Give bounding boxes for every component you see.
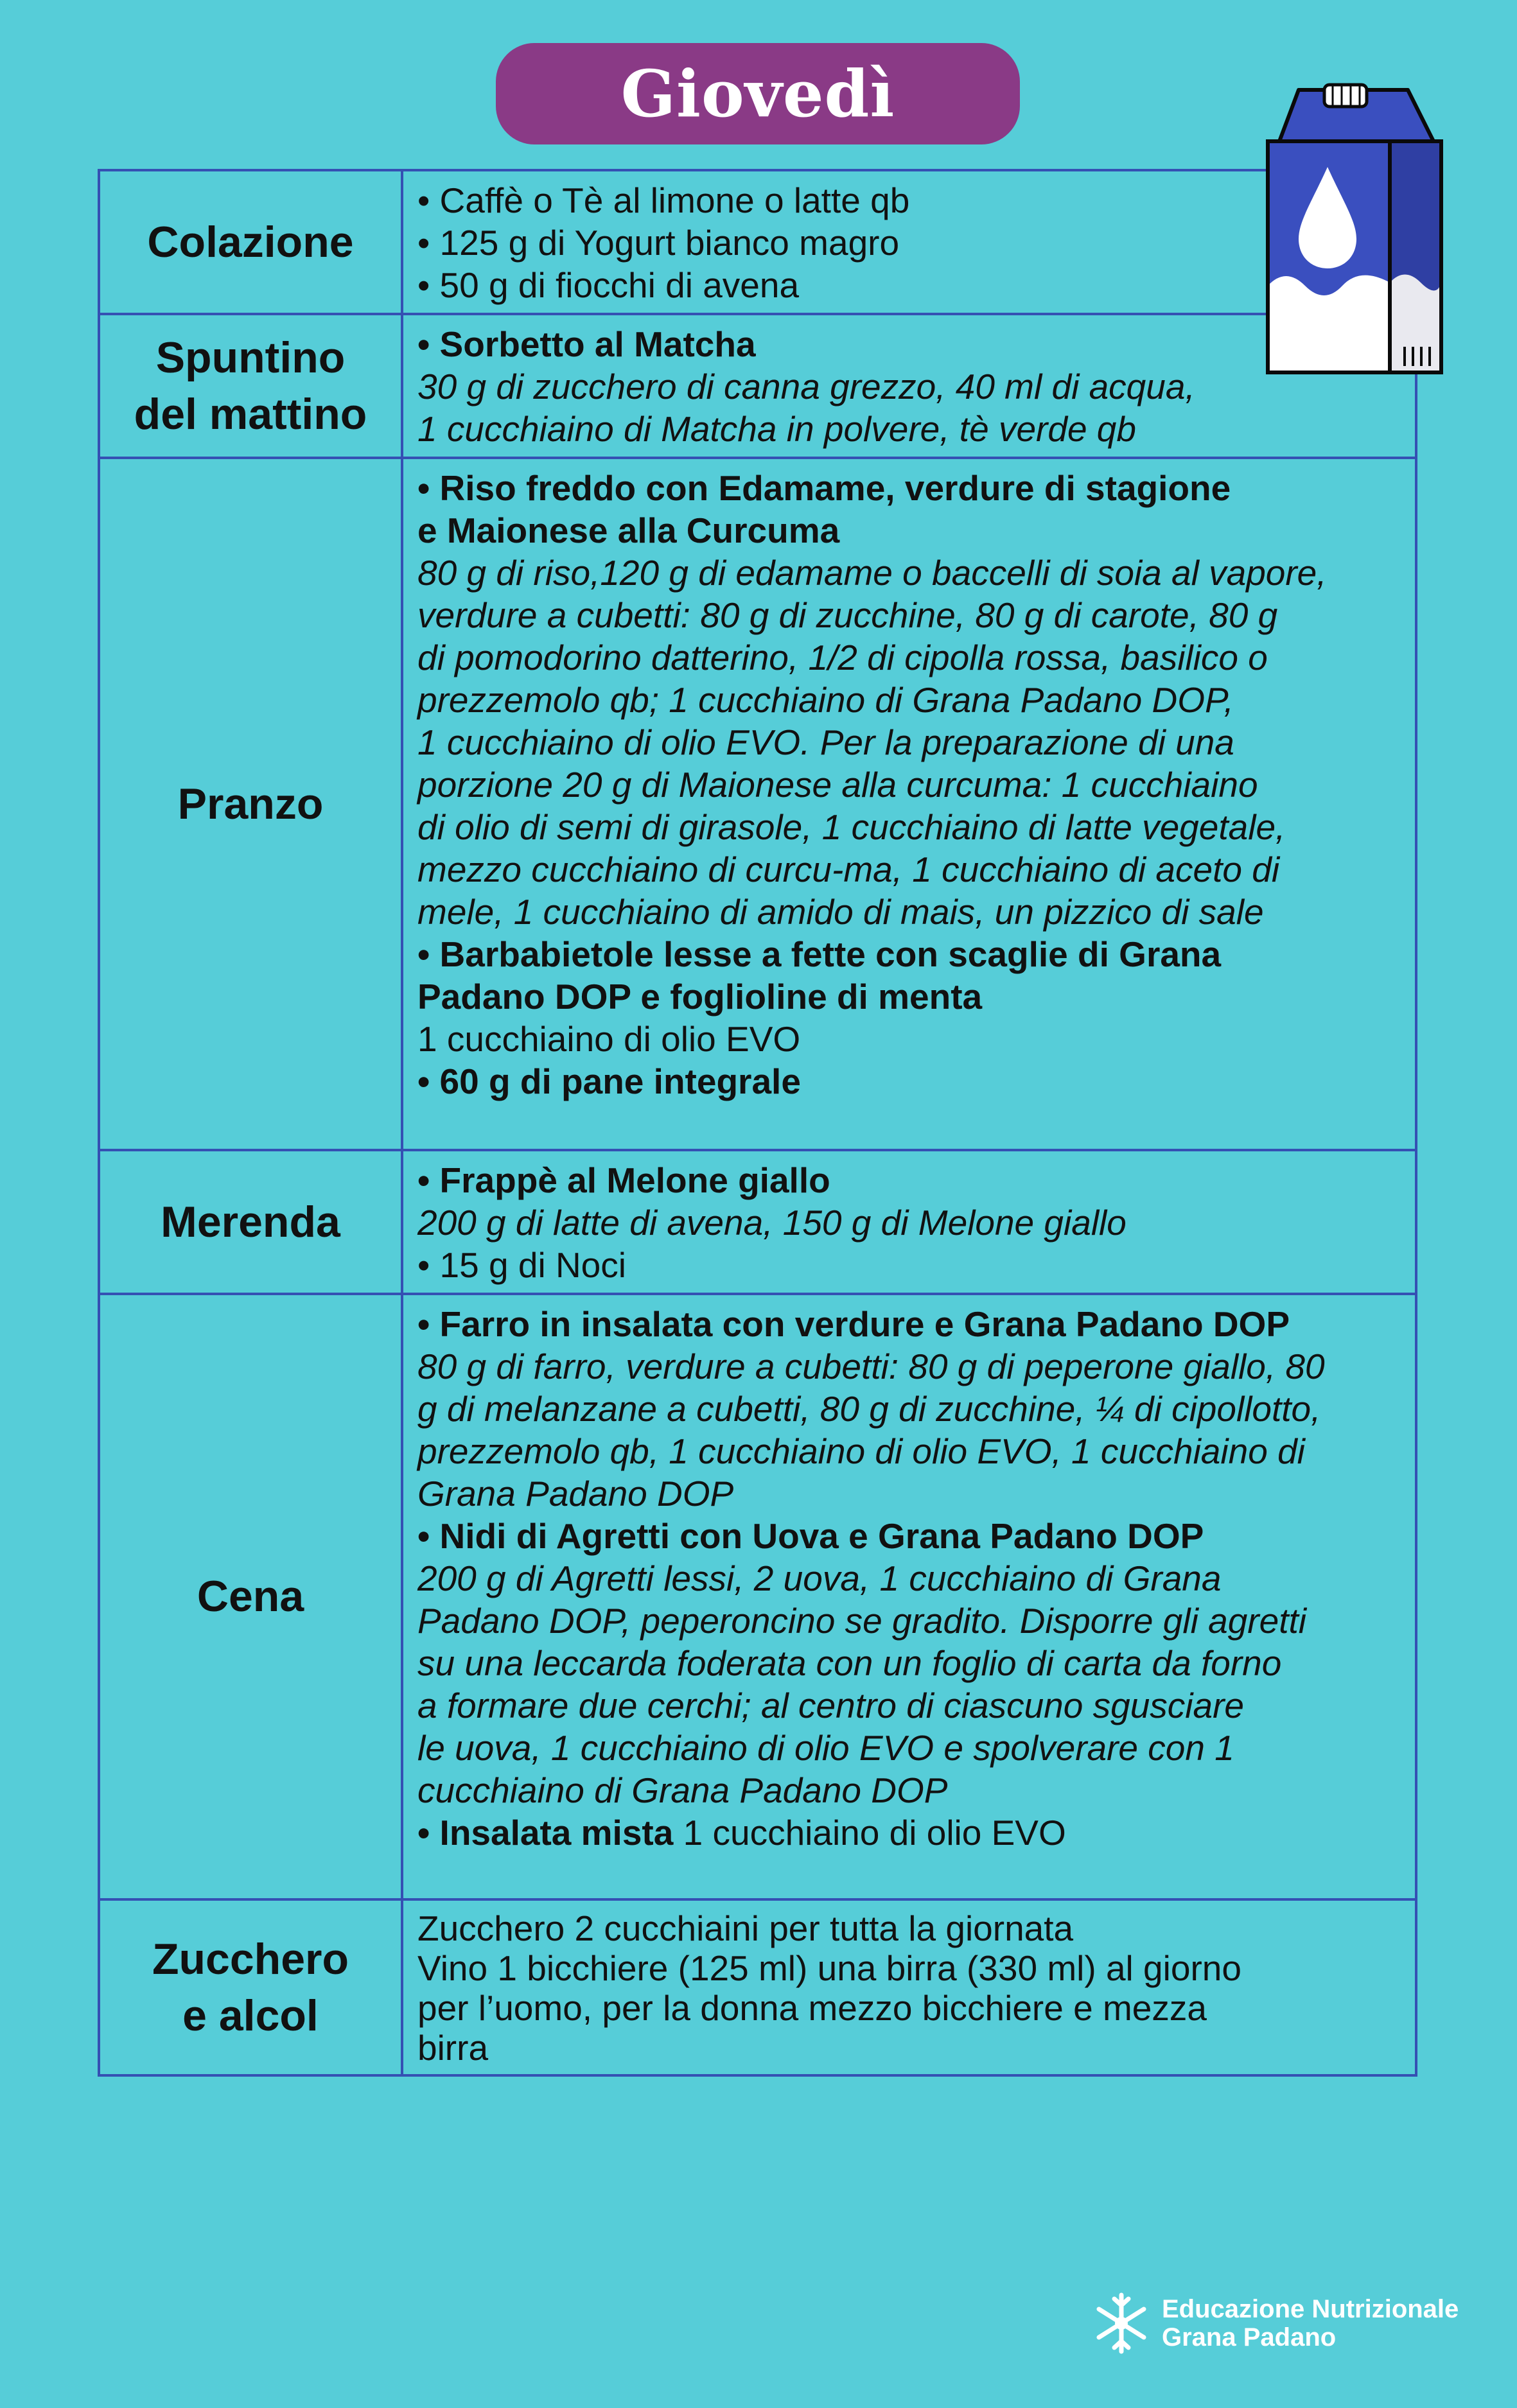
dish-title: Padano DOP e foglioline di menta bbox=[417, 977, 983, 1016]
menu-line: per l’uomo, per la donna mezzo bicchiere e mezza bbox=[417, 1988, 1207, 2028]
menu-line: • Caffè o Tè al limone o latte qb bbox=[417, 180, 910, 220]
meal-label-line: Merenda bbox=[161, 1197, 340, 1246]
menu-line: prezzemolo qb; 1 cucchiaino di Grana Padano DOP, bbox=[417, 680, 1234, 720]
menu-line: Zucchero 2 cucchiaini per tutta la giornata bbox=[417, 1908, 1074, 1948]
row-pranzo bbox=[99, 458, 1416, 1150]
meal-content-cena bbox=[402, 1294, 1416, 1899]
row-cena bbox=[99, 1294, 1416, 1899]
meal-label-cena bbox=[99, 1294, 402, 1899]
menu-line: di pomodorino datterino, 1/2 di cipolla rossa, basilico o bbox=[417, 638, 1268, 677]
meal-label-line: Cena bbox=[197, 1572, 304, 1621]
dish-title: • Sorbetto al Matcha bbox=[417, 324, 756, 364]
menu-line: • 50 g di fiocchi di avena bbox=[417, 265, 800, 305]
day-title-badge bbox=[496, 43, 1020, 144]
dish-title: e Maionese alla Curcuma bbox=[417, 510, 840, 550]
menu-line: 1 cucchiaino di olio EVO. Per la preparazione di una bbox=[417, 722, 1234, 762]
meal-label-line: e alcol bbox=[182, 1991, 319, 2040]
menu-line: mezzo cucchiaino di curcu-ma, 1 cucchiaino di aceto di bbox=[417, 850, 1280, 889]
menu-line: 80 g di riso,120 g di edamame o baccelli di soia al vapore, bbox=[417, 553, 1327, 593]
row-colazione bbox=[99, 170, 1416, 314]
menu-line: • 15 g di Noci bbox=[417, 1245, 626, 1285]
menu-line: 1 cucchiaino di olio EVO bbox=[417, 1019, 801, 1059]
day-title: Giovedì bbox=[620, 56, 895, 132]
meal-label-line: del mattino bbox=[134, 390, 367, 439]
dish-title: • Insalata mista bbox=[417, 1813, 674, 1853]
meal-content-merenda bbox=[402, 1150, 1416, 1294]
snowflake-logo-icon bbox=[1095, 2291, 1148, 2355]
meal-plan-table bbox=[98, 169, 1417, 2077]
dish-title: • Nidi di Agretti con Uova e Grana Padano DOP bbox=[417, 1516, 1204, 1556]
menu-line: verdure a cubetti: 80 g di zucchine, 80 g di carote, 80 g bbox=[417, 595, 1278, 635]
logo-line-2: Grana Padano bbox=[1162, 2323, 1337, 2351]
grana-padano-logo bbox=[1095, 2291, 1459, 2355]
menu-line: a formare due cerchi; al centro di ciascuno sgusciare bbox=[417, 1686, 1245, 1725]
menu-line: di olio di semi di girasole, 1 cucchiaino di latte vegetale, bbox=[417, 807, 1286, 847]
menu-line: cucchiaino di Grana Padano DOP bbox=[417, 1770, 948, 1810]
meal-label-line: Pranzo bbox=[177, 779, 324, 828]
row-zucchero-alcol bbox=[99, 1899, 1416, 2075]
milk-carton-icon bbox=[1260, 71, 1450, 388]
dish-title: • Frappè al Melone giallo bbox=[417, 1160, 830, 1200]
menu-line: 1 cucchiaino di Matcha in polvere, tè verde qb bbox=[417, 409, 1136, 449]
menu-line: prezzemolo qb, 1 cucchiaino di olio EVO, 1 cucchiaino di bbox=[417, 1431, 1305, 1471]
menu-line: 200 g di Agretti lessi, 2 uova, 1 cucchiaino di Grana bbox=[417, 1558, 1222, 1598]
dish-title: • Farro in insalata con verdure e Grana Padano DOP bbox=[417, 1304, 1290, 1344]
menu-line: porzione 20 g di Maionese alla curcuma: 1 cucchiaino bbox=[417, 765, 1258, 805]
menu-line: • 125 g di Yogurt bianco magro bbox=[417, 223, 900, 263]
menu-line: g di melanzane a cubetti, 80 g di zucchine, ¼ di cipollotto, bbox=[417, 1389, 1321, 1429]
menu-line: Padano DOP, peperoncino se gradito. Disporre gli agretti bbox=[417, 1601, 1306, 1641]
meal-label-pranzo bbox=[99, 458, 402, 1150]
menu-line: Grana Padano DOP bbox=[417, 1474, 734, 1514]
meal-label-spuntino bbox=[99, 314, 402, 458]
row-spuntino bbox=[99, 314, 1416, 458]
menu-line: 80 g di farro, verdure a cubetti: 80 g di peperone giallo, 80 bbox=[417, 1347, 1325, 1386]
logo-line-1: Educazione Nutrizionale bbox=[1162, 2295, 1459, 2323]
menu-line: 200 g di latte di avena, 150 g di Melone giallo bbox=[417, 1203, 1127, 1243]
dish-title: • Barbabietole lesse a fette con scaglie di Grana bbox=[417, 934, 1222, 974]
menu-line-suffix: 1 cucchiaino di olio EVO bbox=[673, 1813, 1066, 1853]
menu-line bbox=[417, 1811, 1410, 1854]
dish-title: • 60 g di pane integrale bbox=[417, 1061, 801, 1101]
menu-line: 30 g di zucchero di canna grezzo, 40 ml di acqua, bbox=[417, 367, 1195, 406]
meal-label-colazione bbox=[99, 170, 402, 314]
meal-label-zucchero bbox=[99, 1899, 402, 2075]
row-merenda bbox=[99, 1150, 1416, 1294]
meal-label-line: Spuntino bbox=[155, 333, 346, 382]
meal-label-line: Colazione bbox=[147, 217, 354, 266]
menu-line: Vino 1 bicchiere (125 ml) una birra (330 ml) al giorno bbox=[417, 1948, 1241, 1988]
menu-line: su una leccarda foderata con un foglio di carta da forno bbox=[417, 1643, 1282, 1683]
menu-line: le uova, 1 cucchiaino di olio EVO e spolverare con 1 bbox=[417, 1728, 1234, 1768]
meal-label-line: Zucchero bbox=[152, 1934, 349, 1984]
dish-title: • Riso freddo con Edamame, verdure di stagione bbox=[417, 468, 1231, 508]
meal-content-zucchero bbox=[402, 1899, 1416, 2075]
menu-line: birra bbox=[417, 2028, 489, 2068]
menu-line: mele, 1 cucchiaino di amido di mais, un pizzico di sale bbox=[417, 892, 1264, 932]
meal-label-merenda bbox=[99, 1150, 402, 1294]
meal-content-pranzo bbox=[402, 458, 1416, 1150]
